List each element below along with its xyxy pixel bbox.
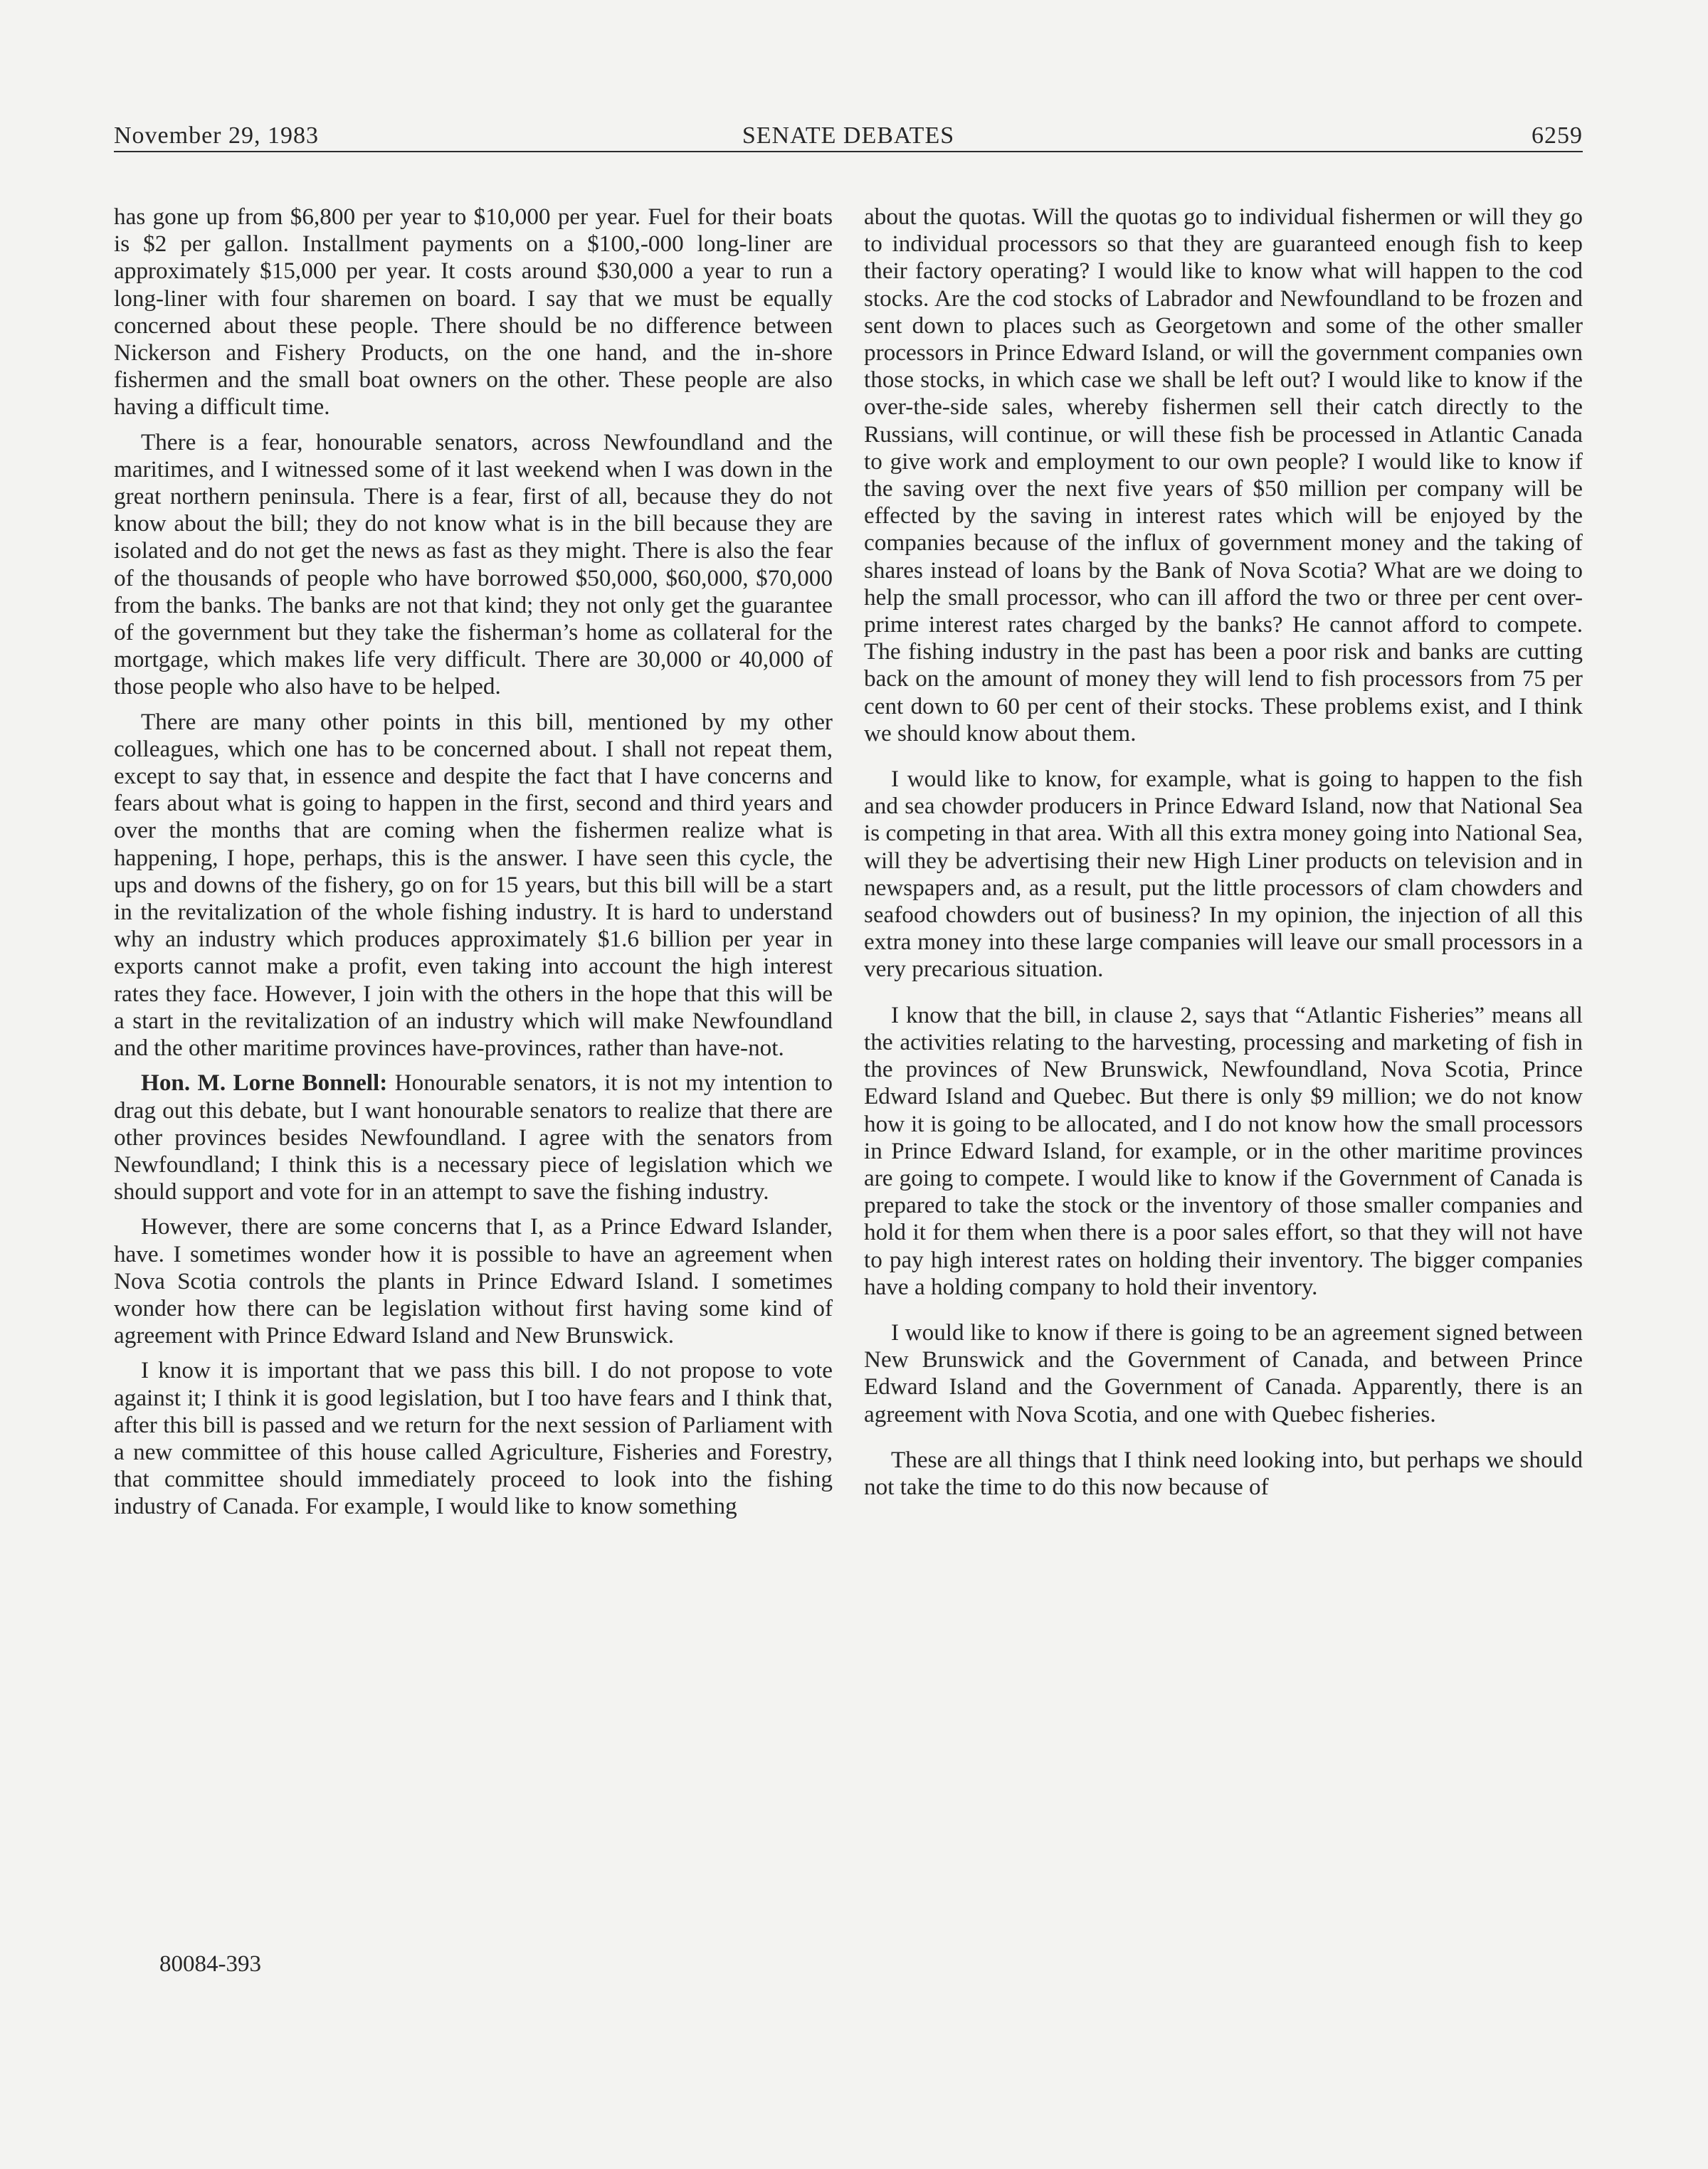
header-rule: [114, 151, 1583, 152]
left-paragraph-3: There are many other points in this bill, mentioned by my other colleagues, which one has to be concerned about. I shall not repeat them, except to say that, in essence and despite the fact that I have concerns and fears about what is going to happen in the first, second and third years and over the months that are coming when the fishermen realize what is happening, I hope, perhaps, this is the answer. I have seen this cycle, the ups and downs of the fishery, go on for 15 years, but this bill will be a start in the revitalization of the whole fishing industry. It is hard to understand why an industry which produces approximately $1.6 billion per year in exports cannot make a profit, even taking into account the high interest rates they face. However, I join with the others in the hope that this will be a start in the revitalization of an industry which will make Newfoundland and the other maritime provinces have-provinces, rather than have-not.: [114, 708, 833, 1062]
left-paragraph-6: I know it is important that we pass this bill. I do not propose to vote against it; I think it is good legislation, but I too have fears and I think that, after this bill is passed and we return for the next session of Parliament with a new committee of this house called Agriculture, Fisheries and Forestry, that committee should immediately proceed to look into the fishing industry of Canada. For example, I would like to know something: [114, 1357, 833, 1520]
left-paragraph-4: [114, 1070, 833, 1205]
speaker-name: Hon. M. Lorne Bonnell:: [141, 1070, 388, 1097]
right-paragraph-3: I know that the bill, in clause 2, says that “Atlantic Fisheries” means all the activities relating to the harvesting, processing and marketing of fish in the provinces of New Brunswick, Newfoundland, Nova Scotia, Prince Edward Island and Quebec. But there is only $9 million; we do not know how it is going to be allocated, and I do not know how the small processors in Prince Edward Island, for example, or in the other maritime provinces are going to compete. I would like to know if the Government of Canada is prepared to take the stock or the inventory of those smaller companies and hold it for them when there is a poor sales effort, so that they will not have to pay high interest rates on holding their inventory. The bigger companies have a holding company to hold their inventory.: [864, 1001, 1583, 1300]
left-paragraph-5: However, there are some concerns that I, as a Prince Edward Islander, have. I sometimes wonder how it is possible to have an agreement when Nova Scotia controls the plants in Prince Edward Island. I sometimes wonder how there can be legislation without first having some kind of agreement with Prince Edward Island and New Brunswick.: [114, 1213, 833, 1349]
left-paragraph-1: has gone up from $6,800 per year to $10,000 per year. Fuel for their boats is $2 per gallon. Installment payments on a $100,-000 long-liner are approximately $15,000 per year. It costs around $30,000 a year to run a long-liner with four sharemen on board. I say that we must be equally concerned about these people. There should be no difference between Nickerson and Fishery Products, on the one hand, and the in-shore fishermen and the small boat owners on the other. These people are also having a difficult time.: [114, 204, 833, 421]
speaker-remarks: Honourable senators, it is not my intention to drag out this debate, but I want honourable senators to realize that there are other provinces besides Newfoundland. I agree with the senators from Newfoundland; I think this is a necessary piece of legislation which we should support and vote for in an attempt to save the fishing industry.: [114, 1070, 833, 1205]
right-column: [864, 204, 1583, 1509]
page-footer-code: 80084-393: [159, 1951, 261, 1977]
right-paragraph-2: I would like to know, for example, what is going to happen to the fish and sea chowder producers in Prince Edward Island, now that National Sea is competing in that area. With all this extra money going into National Sea, will they be advertising their new High Liner products on television and in newspapers and, as a result, put the little processors of clam chowders and seafood chowders out of business? In my opinion, the injection of all this extra money into these large companies will leave our small processors in a very precarious situation.: [864, 766, 1583, 983]
left-paragraph-2: There is a fear, honourable senators, across Newfoundland and the maritimes, and I witnessed some of it last weekend when I was down in the great northern peninsula. There is a fear, first of all, because they do not know about the bill; they do not know what is in the bill because they are isolated and do not get the news as fast as they might. There is also the fear of the thousands of people who have borrowed $50,000, $60,000, $70,000 from the banks. The banks are not that kind; they not only get the guarantee of the government but they take the fisherman’s home as collateral for the mortgage, which makes life very difficult. There are 30,000 or 40,000 of those people who also have to be helped.: [114, 428, 833, 700]
right-paragraph-5: These are all things that I think need looking into, but perhaps we should not take the time to do this now because of: [864, 1446, 1583, 1500]
header-date: November 29, 1983: [114, 122, 320, 149]
header-title: SENATE DEBATES: [742, 122, 955, 149]
header-page-number: 6259: [1532, 122, 1583, 149]
right-paragraph-1: about the quotas. Will the quotas go to individual fishermen or will they go to individual processors so that they are guaranteed enough fish to keep their factory operating? I would like to know what will happen to the cod stocks. Are the cod stocks of Labrador and Newfoundland to be frozen and sent down to places such as Georgetown and some of the other smaller processors in Prince Edward Island, or will the government companies own those stocks, in which case we shall be left out? I would like to know if the over-the-side sales, whereby fishermen sell their catch directly to the Russians, will continue, or will these fish be processed in Atlantic Canada to give work and employment to our own people? I would like to know if the saving over the next five years of $50 million per company will be effected by the saving in interest rates which will be enjoyed by the companies because of the influx of government money and the taking of shares instead of loans by the Bank of Nova Scotia? What are we doing to help the small processor, who can ill afford the two or three per cent over-prime interest rates charged by the banks? He cannot afford to compete. The fishing industry in the past has been a poor risk and banks are cutting back on the amount of money they will lend to fish processors from 75 per cent down to 60 per cent of their stocks. These problems exist, and I think we should know about them.: [864, 204, 1583, 746]
right-paragraph-4: I would like to know if there is going to be an agreement signed between New Brunswick and the Government of Canada, and between Prince Edward Island and the Government of Canada. Apparently, there is an agreement with Nova Scotia, and one with Quebec fisheries.: [864, 1319, 1583, 1427]
left-column: [114, 204, 833, 1529]
page-header: [114, 120, 1583, 152]
